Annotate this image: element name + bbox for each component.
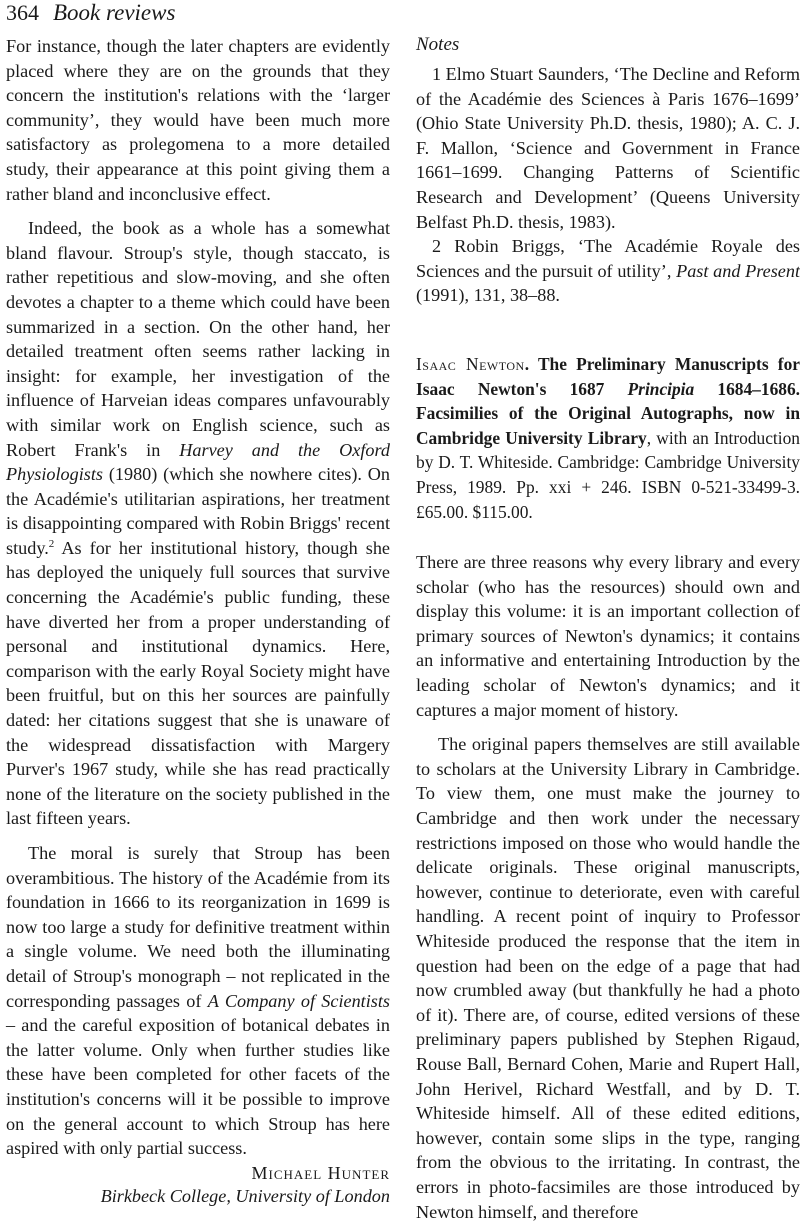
paragraph-3-text-a: The moral is surely that Stroup has been overambitious. The history of the Académie from its foundation in 1666 to its reorganization in 1699 is now too large a study for definitive treatment within a single volume. We need both the illuminating detail of Stroup's monograph – not replicated in the corresponding passages of — [6, 843, 390, 1011]
review-paragraph-5: The original papers themselves are still available to scholars at the University Library in Cambridge. To view them, one must make the journey to Cambridge and then work under the necessary restrictions imposed on those who would handle the delicate originals. These original manuscripts, however, continue to deteriorate, even with careful handling. A recent point of inquiry to Professor Whiteside produced the response that the item in question had been on the edge of a page that had now crumbled away (but thankfully he had a photo of it). There are, of course, edited versions of these preliminary papers published by Stephen Rigaud, Rouse Ball, Bernard Cohen, Marie and Rupert Hall, John Herivel, Richard Westfall, and by D. T. Whiteside himself. All of these edited editions, however, contain some slips in the type, ranging from the obvious to the irritating. In contrast, the errors in photo-facsimiles are those introduced by Newton himself, and therefore — [416, 734, 800, 1222]
cited-book-title: A Company of Scientists — [207, 990, 390, 1011]
paragraph-2-text-a: Indeed, the book as a whole has a somewhat bland flavour. Stroup's style, though staccato, is rather repetitious and slow-moving, and she often devotes a chapter to a theme which could have been summarized in a section. On the other hand, her detailed treatment often seems rather lacking in insight: for example, her investigation of the influence of Harveian ideas compares unfavourably with similar work on English science, such as Robert Frank's in — [6, 218, 390, 460]
book-details: , with an Introduction by D. T. Whiteside. Cambridge: Cambridge University Press, 1989. Pp. xxi + 246. ISBN 0-521-33499-3. £65.00. $115.00. — [416, 427, 800, 522]
review-paragraph-3 — [6, 841, 390, 1161]
book-title-italic: Principia — [627, 378, 695, 399]
footnote-2 — [416, 234, 800, 308]
journal-title: Past and Present — [676, 260, 800, 281]
footnote-2-text-b: (1991), 131, 38–88. — [416, 285, 560, 306]
book-author: Isaac Newton — [416, 353, 525, 374]
book-title-b: 1684–1686. Facsimilies of the Original Autographs, now in Cambridge University Library — [416, 378, 800, 448]
notes-heading: Notes — [416, 34, 460, 55]
reviewer-name: Michael Hunter — [251, 1162, 390, 1183]
review-paragraph-4: There are three reasons why every library and every scholar (who has the resources) should own and display this volume: it is an important collection of primary sources of Newton's dynamics; it contains an informative and entertaining Introduction by the leading scholar of Newton's dynamics; and it captures a major moment of history. — [416, 552, 800, 720]
page-header — [6, 0, 175, 26]
page-number: 364 — [6, 0, 39, 25]
book-citation-heading: Isaac Newton. The Preliminary Manuscripts for Isaac Newton's 1687 Principia 1684–1686. Facsimilies of the Original Autographs, now in Cambridge University Library, with an Introduction by D. T. Whiteside. Cambridge: Cambridge University Press, 1989. Pp. xxi + 246. ISBN 0-521-33499-3. £65.00. $115.00. — [416, 353, 800, 522]
review-paragraph-2 — [6, 216, 390, 831]
paragraph-3-text-b: – and the careful exposition of botanical debates in the latter volume. Only when further studies like these have been completed for other facets of the institution's concerns will it be possible to improve on the general account to which Stroup has here aspired with only partial success. — [6, 1015, 390, 1159]
running-title: Book reviews — [53, 0, 176, 25]
book-title-a: The Preliminary Manuscripts for Isaac Newton's 1687 — [416, 353, 800, 399]
paragraph-2-text-b: (1980) (which she nowhere cites). On the Académie's utilitarian aspirations, her treatment is disappointing compared with Robin Briggs' recent study. — [6, 464, 390, 558]
left-column — [6, 34, 390, 1208]
paragraph-2-text-c: As for her institutional history, though she has deployed the uniquely full sources that survive concerning the Académie's public funding, these have diverted her from a proper understanding of personal and institutional dynamics. Here, comparison with the early Royal Society might have been fruitful, but on this her sources are painfully dated: her citations suggest that she is unaware of the widespread dissatisfaction with Margery Purver's 1967 study, while she has read practically none of the literature on the society published in the last fifteen years. — [6, 537, 390, 829]
review-paragraph-1: For instance, though the later chapters are evidently placed where they are on the grounds that they concern the institution's relations with the ‘larger community’, they would have been much more satisfactory as prolegomena to a more detailed study, their appearance at this point giving them a rather bland and inconclusive effect. — [6, 36, 390, 204]
right-column — [416, 34, 800, 1224]
cited-book-title: Harvey and the Oxford Physiologists — [6, 439, 390, 485]
footnote-2-text-a: 2 Robin Briggs, ‘The Académie Royale des Sciences and the pursuit of utility’, — [416, 236, 800, 281]
footnote-1: 1 Elmo Stuart Saunders, ‘The Decline and Reform of the Académie des Sciences à Paris 1676–1699’ (Ohio State University Ph.D. thesis, 1980); A. C. J. F. Mallon, ‘Science and Government in France 1661–1699. Changing Patterns of Scientific Research and Development’ (Queens University Belfast Ph.D. thesis, 1983). — [416, 64, 800, 232]
reviewer-institution: Birkbeck College, University of London — [100, 1185, 390, 1206]
footnote-ref-2: 2 — [48, 537, 55, 550]
